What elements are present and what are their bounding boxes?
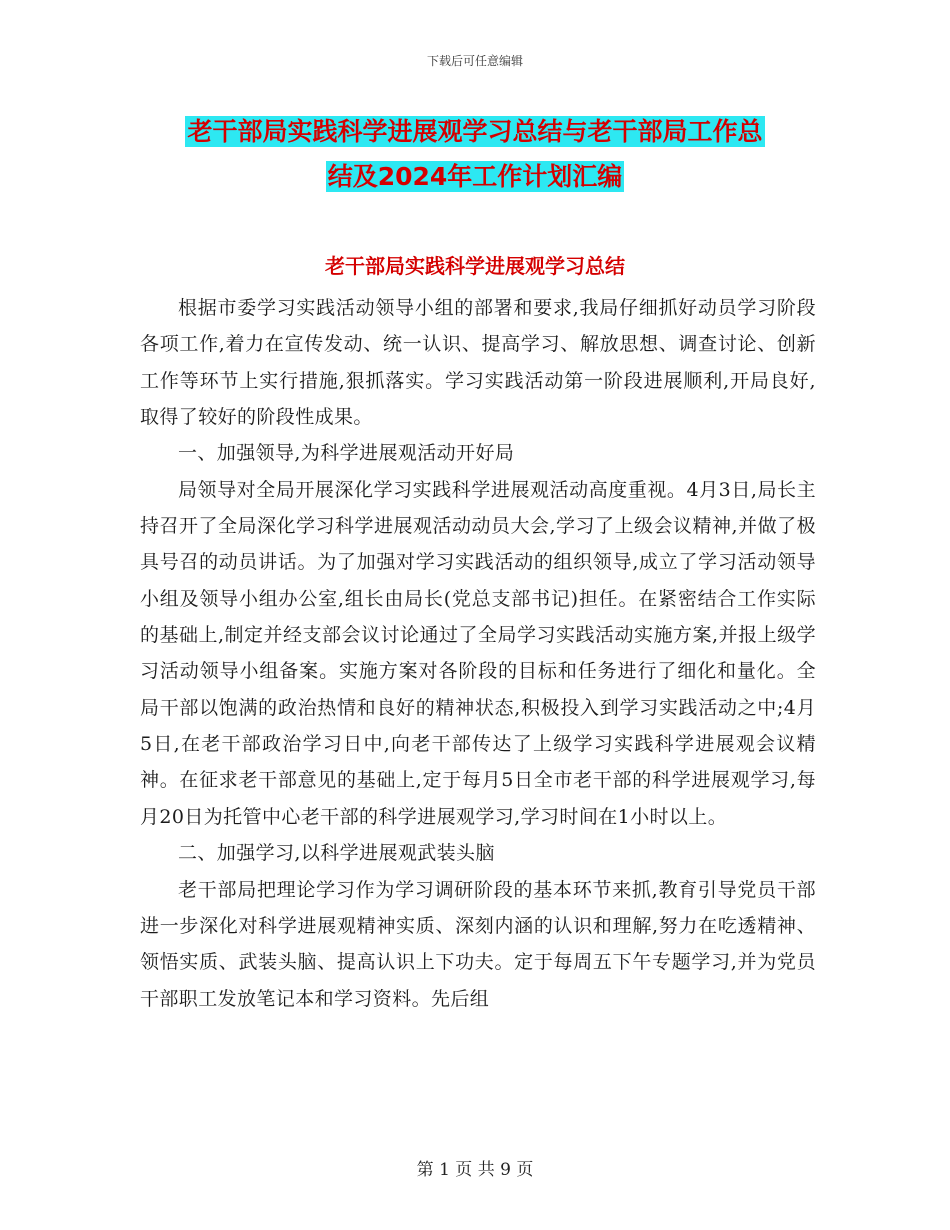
- document-title-line-1: [0, 112, 950, 148]
- title-line-2-text: 结及2024年工作计划汇编: [327, 162, 623, 191]
- paragraph-intro: 根据市委学习实践活动领导小组的部署和要求,我局仔细抓好动员学习阶段各项工作,着力在宣传发动、统一认识、提高学习、解放思想、调查讨论、创新工作等环节上实行措施,狠抓落实。学习实践活动第一阶段进展顺利,开局良好,取得了较好的阶段性成果。: [140, 297, 816, 429]
- document-title-line-2: [0, 157, 950, 193]
- paragraph-study: 老干部局把理论学习作为学习调研阶段的基本环节来抓,教育引导党员干部进一步深化对科学进展观精神实质、深刻内涵的认识和理解,努力在吃透精神、领悟实质、武装头脑、提高认识上下功夫。定于每周五下午专题学习,并为党员干部职工发放笔记本和学习资料。先后组: [140, 878, 816, 1010]
- paragraph-leadership: 局领导对全局开展深化学习实践科学进展观活动高度重视。4月3日,局长主持召开了全局深化学习科学进展观活动动员大会,学习了上级会议精神,并做了极具号召的动员讲话。为了加强对学习实践活动的组织领导,成立了学习活动领导小组及领导小组办公室,组长由局长(党总支部书记)担任。在紧密结合工作实际的基础上,制定并经支部会议讨论通过了全局学习实践活动实施方案,并报上级学习活动领导小组备案。实施方案对各阶段的目标和任务进行了细化和量化。全局干部以饱满的政治热情和良好的精神状态,积极投入到学习实践活动之中;4月5日,在老干部政治学习日中,向老干部传达了上级学习实践科学进展观会议精神。在征求老干部意见的基础上,定于每月5日全市老干部的科学进展观学习,每月20日为托管中心老干部的科学进展观学习,学习时间在1小时以上。: [140, 478, 816, 828]
- header-note: 下载后可任意编辑: [426, 54, 523, 68]
- section-title: 老干部局实践科学进展观学习总结: [325, 254, 625, 278]
- heading-two: 二、加强学习,以科学进展观武装头脑: [178, 842, 495, 865]
- page-footer: 第 1 页 共 9 页: [416, 1160, 534, 1180]
- title-line-1-text: 老干部局实践科学进展观学习总结与老干部局工作总: [187, 117, 763, 146]
- body-text: [140, 290, 816, 1017]
- heading-one: 一、加强领导,为科学进展观活动开好局: [178, 442, 515, 465]
